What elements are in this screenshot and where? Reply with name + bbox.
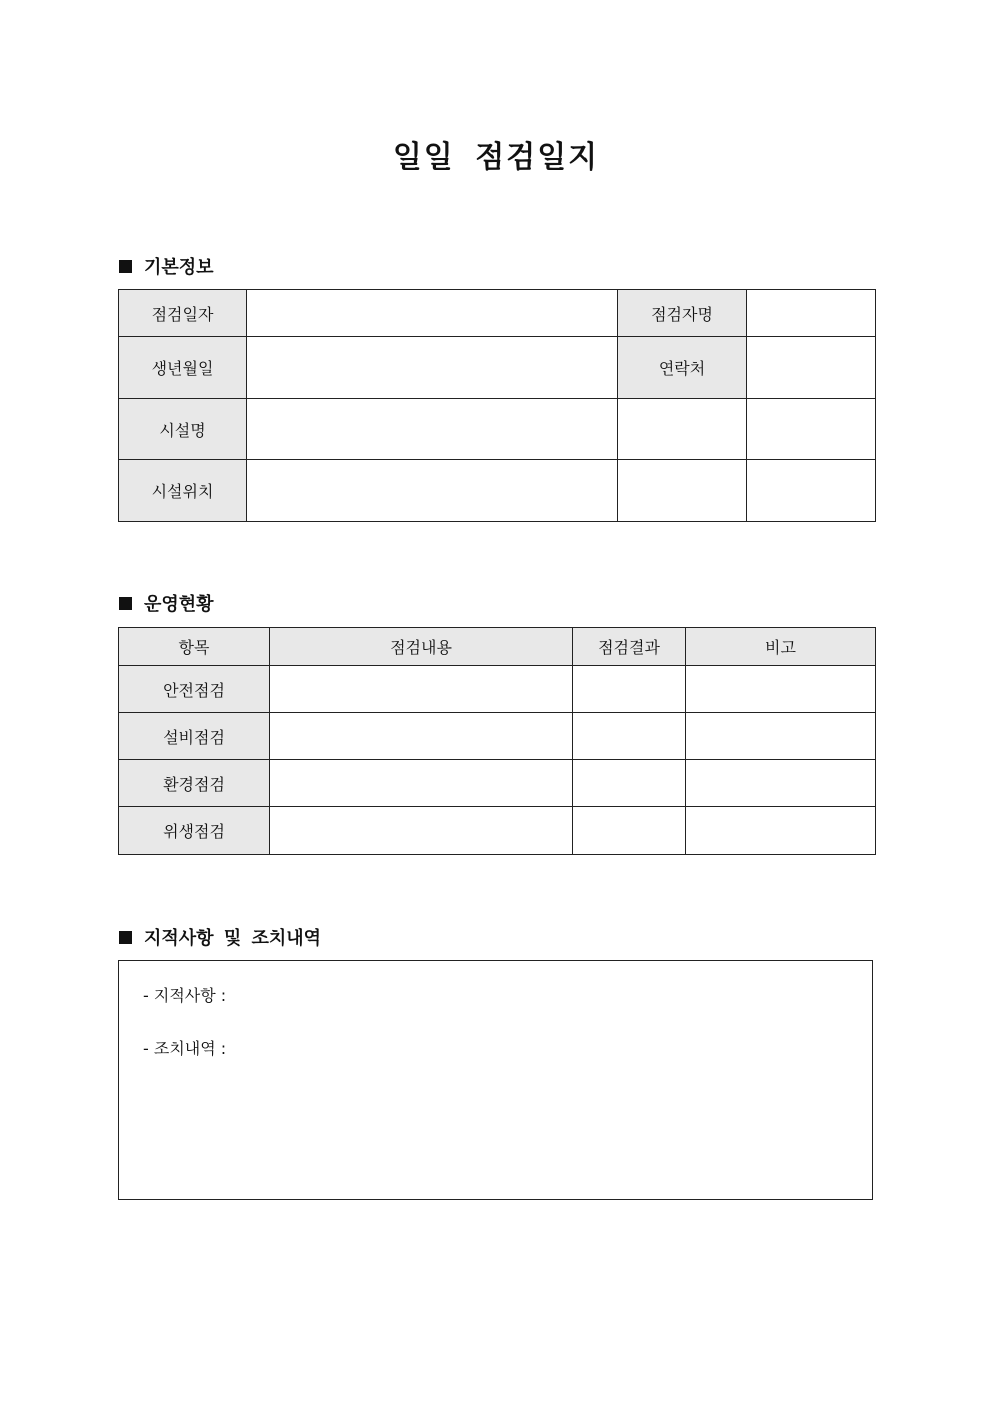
header-item: 항목 <box>119 628 270 666</box>
contact-label: 연락처 <box>618 337 747 399</box>
inspector-name-field[interactable] <box>747 290 876 337</box>
facility-location-label: 시설위치 <box>119 460 247 522</box>
section-remarks-heading <box>119 924 321 950</box>
issue-label: - 지적사항 : <box>143 986 227 1005</box>
operation-table <box>118 627 876 855</box>
content-cell[interactable] <box>270 760 573 807</box>
facility-location-field[interactable] <box>247 460 618 522</box>
section-operation-heading <box>119 590 214 616</box>
section-basic-label: 기본정보 <box>144 257 214 278</box>
header-content: 점검내용 <box>270 628 573 666</box>
birth-date-label: 생년월일 <box>119 337 247 399</box>
square-bullet-icon <box>119 931 132 944</box>
section-operation-label: 운영현황 <box>144 594 214 615</box>
birth-date-field[interactable] <box>247 337 618 399</box>
facility-location-extra-cell[interactable] <box>618 460 747 522</box>
section-remarks-label: 지적사항 및 조치내역 <box>144 928 322 949</box>
facility-name-extra-cell[interactable] <box>618 399 747 460</box>
action-label: - 조치내역 : <box>143 1039 227 1058</box>
note-cell[interactable] <box>686 807 876 855</box>
content-cell[interactable] <box>270 666 573 713</box>
row-label-safety: 안전점검 <box>119 666 270 713</box>
facility-name-field[interactable] <box>247 399 618 460</box>
content-cell[interactable] <box>270 807 573 855</box>
facility-name-label: 시설명 <box>119 399 247 460</box>
note-cell[interactable] <box>686 666 876 713</box>
facility-name-extra-cell-2[interactable] <box>747 399 876 460</box>
result-cell[interactable] <box>573 713 686 760</box>
remarks-box[interactable] <box>118 960 873 1200</box>
square-bullet-icon <box>119 260 132 273</box>
facility-location-extra-cell-2[interactable] <box>747 460 876 522</box>
result-cell[interactable] <box>573 807 686 855</box>
row-label-environment: 환경점검 <box>119 760 270 807</box>
section-basic-heading <box>119 253 214 279</box>
square-bullet-icon <box>119 597 132 610</box>
note-cell[interactable] <box>686 713 876 760</box>
page-title: 일일 점검일지 <box>392 140 600 175</box>
inspector-name-label: 점검자명 <box>618 290 747 337</box>
note-cell[interactable] <box>686 760 876 807</box>
row-label-equipment: 설비점검 <box>119 713 270 760</box>
inspect-date-field[interactable] <box>247 290 618 337</box>
basic-info-table <box>118 289 876 522</box>
row-label-hygiene: 위생점검 <box>119 807 270 855</box>
result-cell[interactable] <box>573 760 686 807</box>
inspect-date-label: 점검일자 <box>119 290 247 337</box>
header-note: 비고 <box>686 628 876 666</box>
result-cell[interactable] <box>573 666 686 713</box>
content-cell[interactable] <box>270 713 573 760</box>
header-result: 점검결과 <box>573 628 686 666</box>
contact-field[interactable] <box>747 337 876 399</box>
